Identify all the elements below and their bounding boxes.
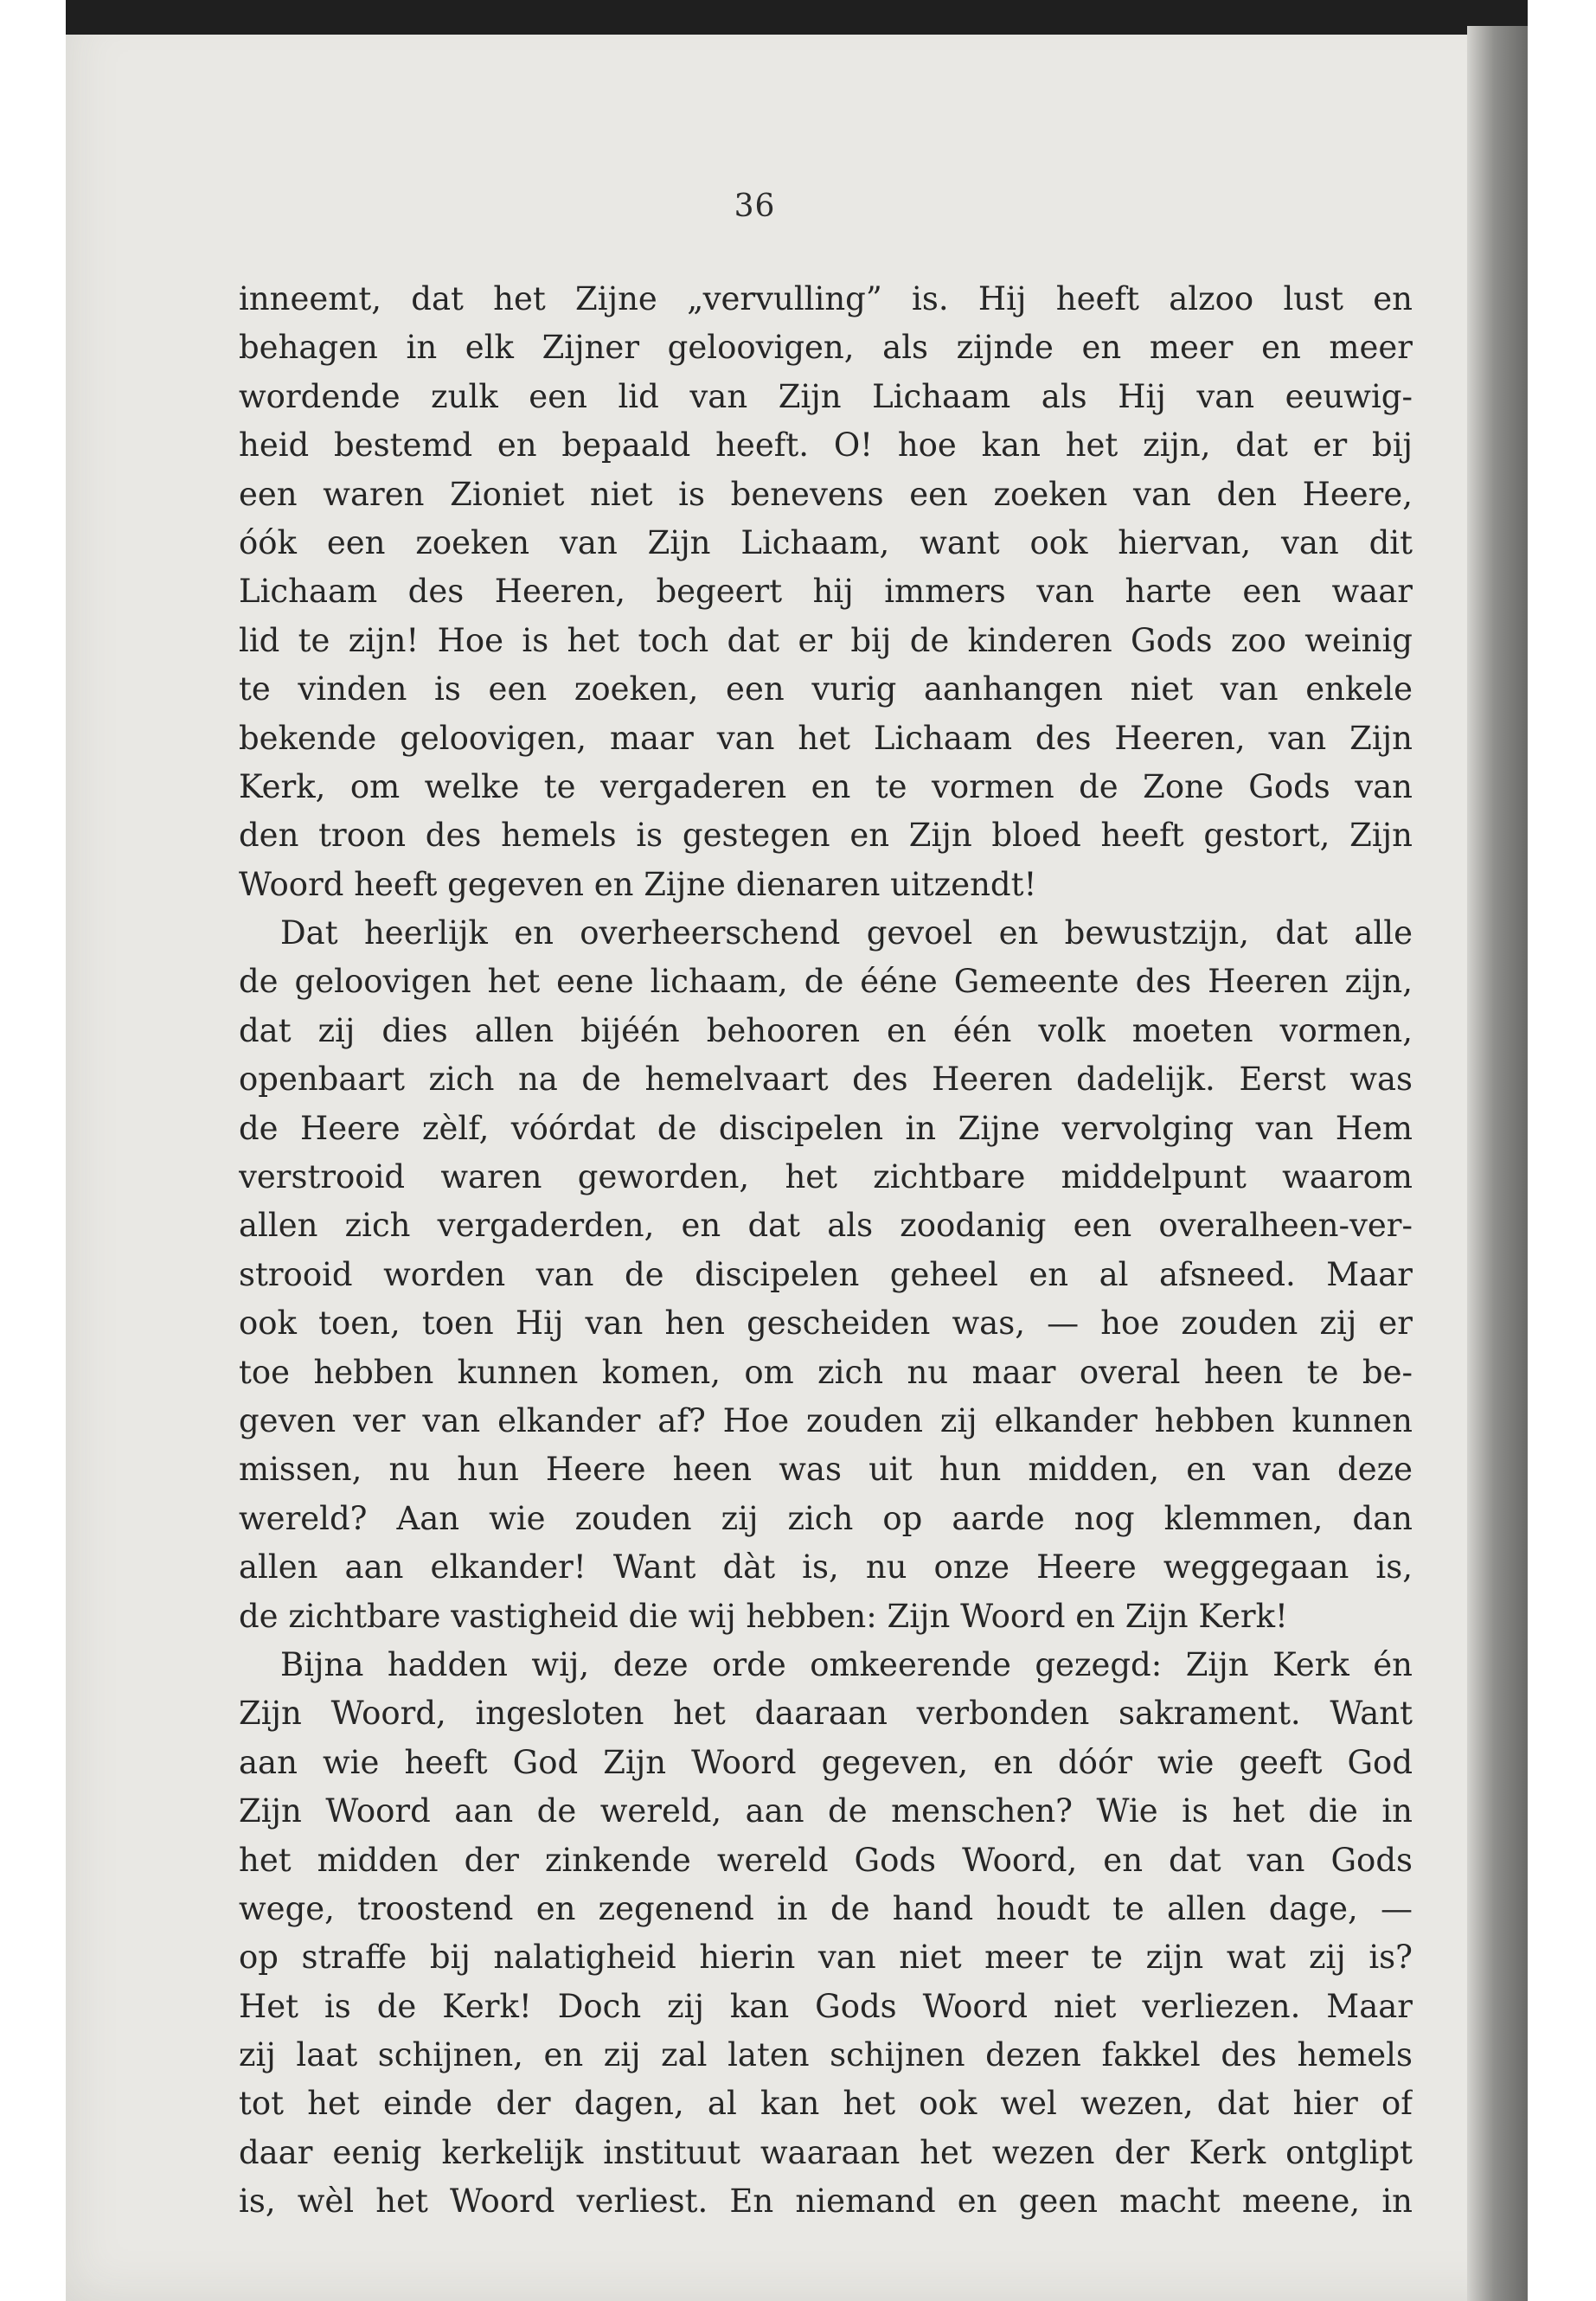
text-line: tot het einde der dagen, al kan het ook wel wezen, dat hier of xyxy=(239,2085,1413,2123)
text-line: dat zij dies allen bijéén behooren en één volk moeten vormen, xyxy=(239,1011,1413,1049)
text-line: Dat heerlijk en overheerschend gevoel en bewustzijn, dat alle xyxy=(280,914,1413,952)
text-line: wereld? Aan wie zouden zij zich op aarde nog klemmen, dan xyxy=(239,1499,1413,1537)
text-line: het midden der zinkende wereld Gods Woord, en dat van Gods xyxy=(239,1841,1413,1879)
text-line: bekende geloovigen, maar van het Lichaam des Heeren, van Zijn xyxy=(239,719,1413,757)
book-spine-shadow xyxy=(1467,26,1528,2301)
text-line: inneemt, dat het Zijne „vervulling” is. Hij heeft alzoo lust en xyxy=(239,280,1413,317)
text-line: den troon des hemels is gestegen en Zijn bloed heeft gestort, Zijn xyxy=(239,817,1413,855)
text-line: Lichaam des Heeren, begeert hij immers van harte een waar xyxy=(239,573,1413,611)
text-line: openbaart zich na de hemelvaart des Heeren dadelijk. Eerst was xyxy=(239,1061,1413,1099)
text-line: daar eenig kerkelijk instituut waaraan het wezen der Kerk ontglipt xyxy=(239,2133,1413,2171)
text-line: missen, nu hun Heere heen was uit hun midden, en van deze xyxy=(239,1451,1413,1489)
text-line: geven ver van elkander af? Hoe zouden zij elkander hebben kunnen xyxy=(239,1401,1413,1439)
text-line: allen aan elkander! Want dàt is, nu onze Heere weggegaan is, xyxy=(239,1548,1413,1586)
text-line: óók een zoeken van Zijn Lichaam, want ook hiervan, van dit xyxy=(239,523,1413,561)
text-line: strooid worden van de discipelen geheel en al afsneed. Maar xyxy=(239,1255,1413,1293)
text-line: lid te zijn! Hoe is het toch dat er bij de kinderen Gods zoo weinig xyxy=(239,621,1413,659)
text-line: aan wie heeft God Zijn Woord gegeven, en dóór wie geeft God xyxy=(239,1743,1413,1781)
text-line: zij laat schijnen, en zij zal laten schijnen dezen fakkel des hemels xyxy=(239,2036,1413,2074)
text-line: toe hebben kunnen komen, om zich nu maar overal heen te be- xyxy=(239,1353,1413,1391)
text-line: een waren Zioniet niet is benevens een zoeken van den Heere, xyxy=(239,475,1413,513)
text-line: verstrooid waren geworden, het zichtbare middelpunt waarom xyxy=(239,1158,1413,1196)
body-text xyxy=(239,275,1413,2227)
text-line: ook toen, toen Hij van hen gescheiden was, — hoe zouden zij er xyxy=(239,1304,1413,1343)
text-line: de Heere zèlf, vóórdat de discipelen in Zijne vervolging van Hem xyxy=(239,1109,1413,1147)
text-line: Kerk, om welke te vergaderen en te vormen de Zone Gods van xyxy=(239,767,1413,805)
text-line: wege, troostend en zegenend in de hand houdt te allen dage, — xyxy=(239,1889,1413,1927)
text-line: de geloovigen het eene lichaam, de ééne Gemeente des Heeren zijn, xyxy=(239,963,1413,1001)
page-number: 36 xyxy=(734,189,776,224)
text-line: allen zich vergaderden, en dat als zoodanig een overalheen-ver- xyxy=(239,1207,1413,1245)
text-line: op straffe bij nalatigheid hierin van niet meer te zijn wat zij is? xyxy=(239,1939,1413,1977)
text-line: Bijna hadden wij, deze orde omkeerende gezegd: Zijn Kerk én xyxy=(280,1645,1413,1683)
text-line: behagen in elk Zijner geloovigen, als zijnde en meer en meer xyxy=(239,329,1413,367)
text-line: Het is de Kerk! Doch zij kan Gods Woord niet verliezen. Maar xyxy=(239,1987,1413,2025)
text-line: Zijn Woord, ingesloten het daaraan verbonden sakrament. Want xyxy=(239,1695,1413,1733)
text-line: Zijn Woord aan de wereld, aan de menschen? Wie is het die in xyxy=(239,1792,1413,1830)
text-line: Woord heeft gegeven en Zijne dienaren uitzendt! xyxy=(239,865,1037,903)
text-line: de zichtbare vastigheid die wij hebben: Zijn Woord en Zijn Kerk! xyxy=(239,1597,1288,1635)
text-line: wordende zulk een lid van Zijn Lichaam als Hij van eeuwig- xyxy=(239,377,1413,415)
text-line: is, wèl het Woord verliest. En niemand en geen macht meene, in xyxy=(239,2182,1413,2221)
scan-top-edge xyxy=(66,0,1528,35)
text-line: te vinden is een zoeken, een vurig aanhangen niet van enkele xyxy=(239,670,1413,708)
text-line: heid bestemd en bepaald heeft. O! hoe kan het zijn, dat er bij xyxy=(239,426,1413,465)
